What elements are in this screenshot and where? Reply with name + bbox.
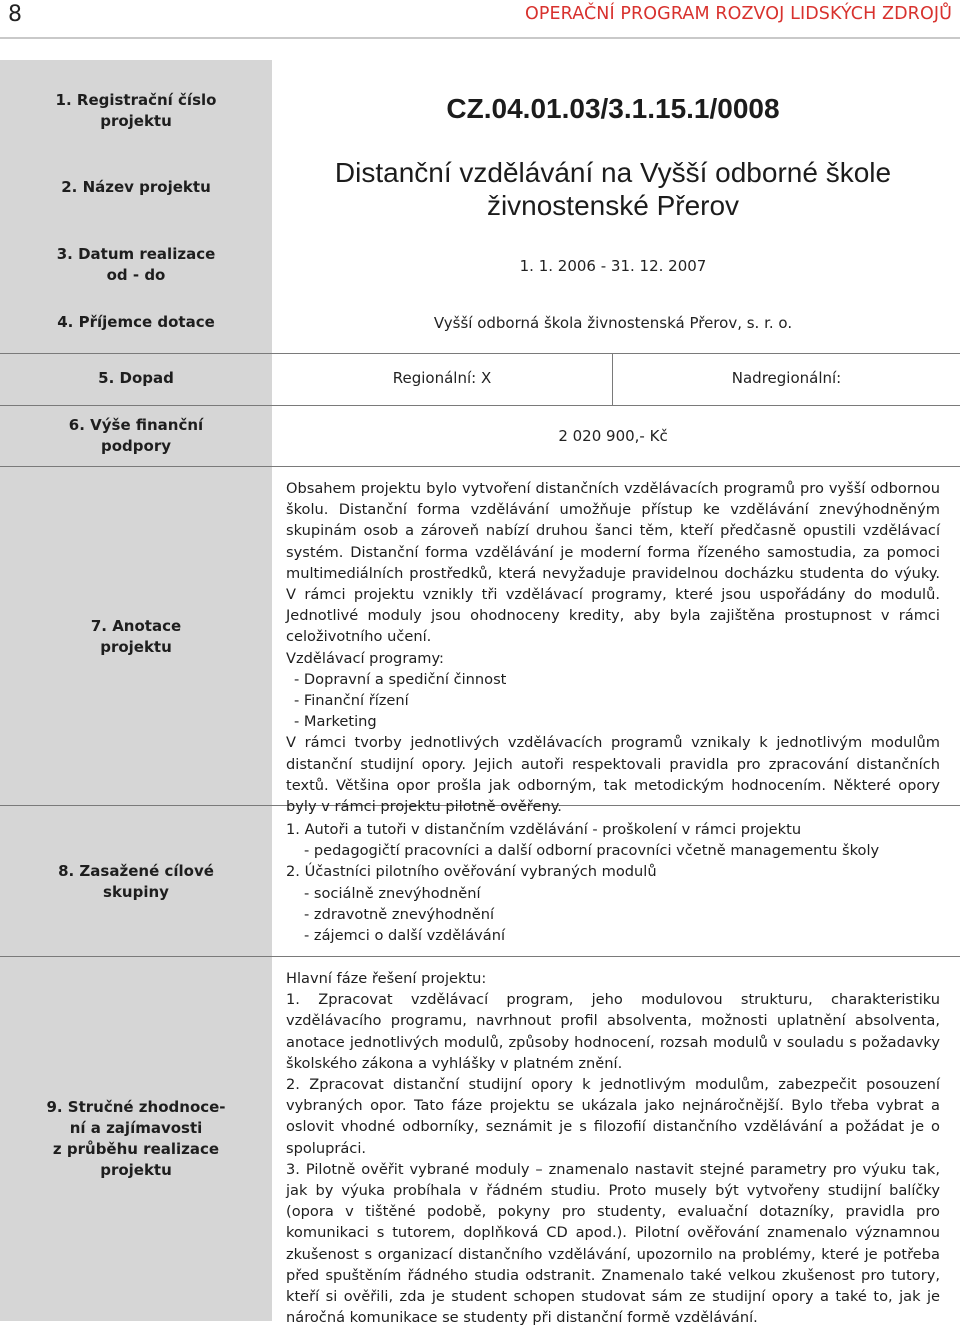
group-subitem: - zdravotně znevýhodnění (304, 905, 495, 923)
registration-number: CZ.04.01.03/3.1.15.1/0008 (446, 93, 780, 124)
evaluation-heading: Hlavní fáze řešení projektu: (286, 970, 487, 987)
label-recipient: 4. Příjemce dotace (57, 313, 215, 331)
label-project-name: 2. Název projektu (61, 178, 211, 196)
row-divider (272, 353, 960, 354)
program-item: - Finanční řízení (294, 692, 409, 710)
target-groups-text (286, 819, 940, 946)
page-header (0, 0, 960, 40)
page-number: 8 (8, 2, 22, 27)
row-divider (0, 805, 272, 806)
group-subitem: - pedagogičtí pracovníci a další odborní pracovníci včetně managementu školy (304, 842, 880, 860)
row-divider (0, 353, 272, 354)
label-annotation: 7. Anotace projektu (90, 617, 182, 656)
running-title: OPERAČNÍ PROGRAM ROZVOJ LIDSKÝCH ZDROJŮ (524, 4, 952, 24)
evaluation-step: 1. Zpracovat vzdělávací program, jeho modulovou strukturu, charakteristiku vzdělávacího programu, navrhnout profil absolventa, možnosti uplatnění absolventa, anotace jednotlivých modulů, způsoby hodnocení, rozsah modulů v souladu s požadavky školského zákona a vyhlášky v platném znění. (286, 991, 940, 1072)
label-registration-number: 1. Registrační číslo projektu (55, 91, 217, 130)
label-realization-date: 3. Datum realizace od - do (56, 245, 216, 284)
evaluation-step: 3. Pilotně ověřit vybrané moduly – znamenalo nastavit stejné parametry pro výuku tak, jak by výuka probíhala v řádném studiu. Proto musely být vytvořeny studijní balíčky (opora v tištěné podobě, pokyny pro studenty, evaluační dotazníky, pravidla pro komunikaci s tutorem, doplňková CD apod.). Pilotní ověřování znamenalo významnou zkušenost s organizací distančního vzdělávání, upozornilo na problémy, které je potřeba před spuštěním řádného studia odstranit. Znamenalo také velkou zkušenost pro tutory, kteří si ověřili, zda je student schopen studovat sám ze studijní opory a také to, jak je náročná komunikace se studenty při distanční formě vzdělávání. (286, 1160, 940, 1327)
program-item: - Marketing (294, 713, 377, 731)
annotation-text (286, 478, 940, 817)
group-subitem: - sociálně znevýhodnění (304, 884, 481, 902)
annotation-paragraph: Obsahem projektu bylo vytvoření distančních vzdělávacích programů pro vyšší odbornou školu. Distanční forma vzdělávání umožňuje přístup ke vzdělávání znevýhodněným skupinám osob a zároveň nabízí druhou šanci těm, kteří předčasně opustili vzdělávací systém. Distanční forma vzdělávání je moderní forma řízeného samostudia, za pomoci multimediálních prostředků, která nevyžaduje pravidelnou docházku studenta do výuky. V rámci projektu vznikly tři vzdělávací programy, které jsou uspořádány do modulů. Jednotlivé moduly jsou ohodnoceny kredity, aby byla zajištěna prostupnost v rámci celoživotního učení. (286, 480, 940, 646)
row-divider (0, 466, 272, 467)
programs-heading: Vzdělávací programy: (286, 649, 444, 667)
row-divider (272, 405, 960, 406)
impact-regional: Regionální: X (392, 369, 492, 387)
header-divider (0, 37, 960, 39)
annotation-paragraph: V rámci tvorby jednotlivých vzdělávacích programů vznikaly k jednotlivým modulům distanční studijní opory. Jejich autoři respektovali pravidla pro zpracování distančních textů. Většina opor prošla jak odborným, tak metodickým hodnocením. Některé opory byly v rámci projektu pilotně ověřeny. (286, 734, 940, 816)
row-divider (272, 956, 960, 957)
group-subitem: - zájemci o další vzdělávání (304, 927, 506, 945)
label-target-groups: 8. Zasažené cílové skupiny (58, 862, 214, 901)
impact-supraregional: Nadregionální: (731, 369, 842, 387)
label-impact: 5. Dopad (98, 369, 174, 387)
realization-dates: 1. 1. 2006 - 31. 12. 2007 (519, 257, 707, 275)
program-item: - Dopravní a spediční činnost (294, 670, 507, 688)
label-funding: 6. Výše finanční podpory (68, 416, 204, 455)
group-item: 2. Účastníci pilotního ověřování vybraných modulů (286, 863, 657, 881)
grant-recipient: Vyšší odborná škola živnostenská Přerov, s. r. o. (433, 314, 793, 332)
evaluation-step: 2. Zpracovat distanční studijní opory k jednotlivým modulům, zabezpečit posouzení vybraných opor. Tato fáze projektu se ukázala jako nejnáročnější. Bylo třeba vybrat a oslovit vhodné odborníky, seznámit je s filozofií distančního vzdělávání a požádat je o spolupráci. (286, 1076, 940, 1157)
evaluation-text (286, 968, 940, 1328)
project-name: Distanční vzdělávání na Vyšší odborné škole živnostenské Přerov (334, 157, 892, 221)
group-item: 1. Autoři a tutoři v distančním vzdělávání - proškolení v rámci projektu (286, 821, 802, 838)
row-divider (0, 956, 272, 957)
funding-amount: 2 020 900,- Kč (558, 427, 668, 445)
row-divider (272, 466, 960, 467)
row-divider (0, 405, 272, 406)
label-evaluation: 9. Stručné zhodnoce- ní a zajímavosti z průběhu realizace projektu (46, 1098, 226, 1179)
